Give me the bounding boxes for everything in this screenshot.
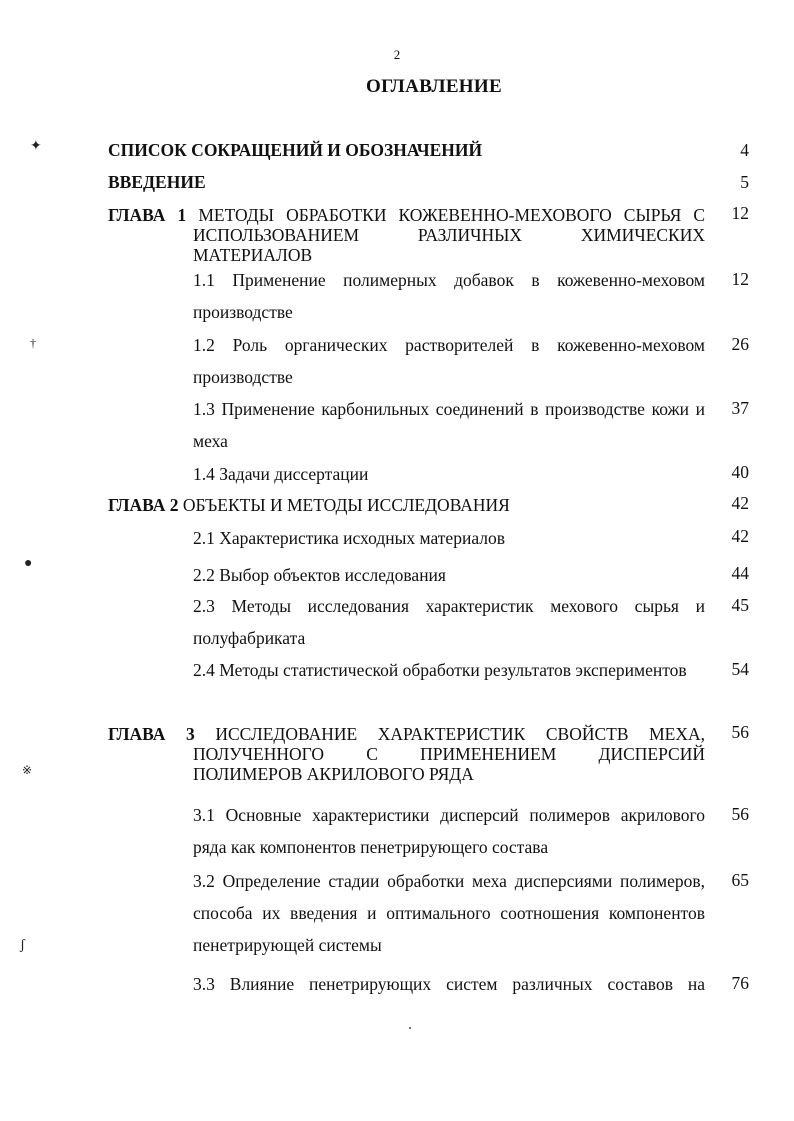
toc-section-text: 2.2 Выбор объектов исследования: [193, 565, 446, 585]
toc-page-number: 12: [731, 269, 749, 289]
toc-section-text: 2.1 Характеристика исходных материалов: [193, 528, 505, 548]
toc-page-number: 54: [731, 659, 749, 679]
toc-page-number: 12: [731, 203, 749, 223]
toc-entry-text: ВВЕДЕНИЕ: [108, 172, 206, 192]
toc-section-text: 1.2 Роль органических растворителей в кожевенно-меховом производстве: [193, 335, 705, 387]
toc-section-text: 2.3 Методы исследования характеристик мехового сырья и полуфабриката: [193, 596, 705, 648]
page-number: 2: [393, 47, 401, 62]
toc-page-number: 56: [731, 722, 749, 742]
toc-section-text: 1.4 Задачи диссертации: [193, 464, 369, 484]
toc-chapter-text: [108, 495, 705, 515]
chapter-label: ГЛАВА 2: [108, 495, 179, 515]
chapter-label: ГЛАВА 3: [108, 724, 195, 744]
scan-mark: ●: [24, 556, 33, 571]
toc-section-text: 1.1 Применение полимерных добавок в кожевенно-меховом производстве: [193, 270, 705, 322]
scan-mark: ✦: [30, 139, 42, 154]
toc-page-number: 56: [731, 804, 749, 824]
scan-dot: [409, 1027, 411, 1029]
scan-mark: †: [30, 336, 36, 350]
toc-section-text: 3.1 Основные характеристики дисперсий полимеров акрилового ряда как компонентов пенетрирующего состава: [193, 805, 705, 857]
chapter-title: ОБЪЕКТЫ И МЕТОДЫ ИССЛЕДОВАНИЯ: [182, 495, 510, 515]
scan-mark: ※: [22, 763, 33, 777]
toc-section-text: 2.4 Методы статистической обработки результатов экспериментов: [193, 660, 687, 680]
toc-page-number: 65: [731, 870, 749, 890]
toc-section-text: 1.3 Применение карбонильных соединений в производстве кожи и меха: [193, 399, 705, 451]
toc-entry-text: СПИСОК СОКРАЩЕНИЙ И ОБОЗНАЧЕНИЙ: [108, 140, 483, 160]
toc-chapter-text: [108, 205, 705, 265]
toc-page-number: 76: [731, 973, 749, 993]
toc-page-number: 4: [740, 140, 749, 160]
toc-section-text: 3.2 Определение стадии обработки меха дисперсиями полимеров, способа их введения и оптимального соотношения компонентов пенетрирующей системы: [193, 871, 705, 955]
toc-chapter-text: [108, 724, 705, 784]
toc-page-number: 26: [731, 334, 749, 354]
toc-title: ОГЛАВЛЕНИЕ: [366, 76, 502, 97]
toc-page-number: 37: [731, 398, 749, 418]
toc-page-number: 44: [731, 563, 749, 583]
chapter-title: МЕТОДЫ ОБРАБОТКИ КОЖЕВЕННО-МЕХОВОГО СЫРЬЯ С ИСПОЛЬЗОВАНИЕМ РАЗЛИЧНЫХ ХИМИЧЕСКИХ МАТЕРИАЛОВ: [193, 205, 706, 265]
chapter-label: ГЛАВА 1: [108, 205, 187, 225]
toc-page-number: 40: [731, 462, 749, 482]
toc-page-number: 42: [731, 493, 749, 513]
toc-page-number: 45: [731, 595, 749, 615]
toc-page-number: 42: [731, 526, 749, 546]
toc-section-text: 3.3 Влияние пенетрирующих систем различных составов на: [193, 974, 705, 994]
scan-mark: ʃ: [20, 937, 25, 953]
chapter-title: ИССЛЕДОВАНИЕ ХАРАКТЕРИСТИК СВОЙСТВ МЕХА, ПОЛУЧЕННОГО С ПРИМЕНЕНИЕМ ДИСПЕРСИЙ ПОЛИМЕРОВ АКРИЛОВОГО РЯДА: [193, 724, 705, 784]
toc-page-number: 5: [740, 172, 749, 192]
